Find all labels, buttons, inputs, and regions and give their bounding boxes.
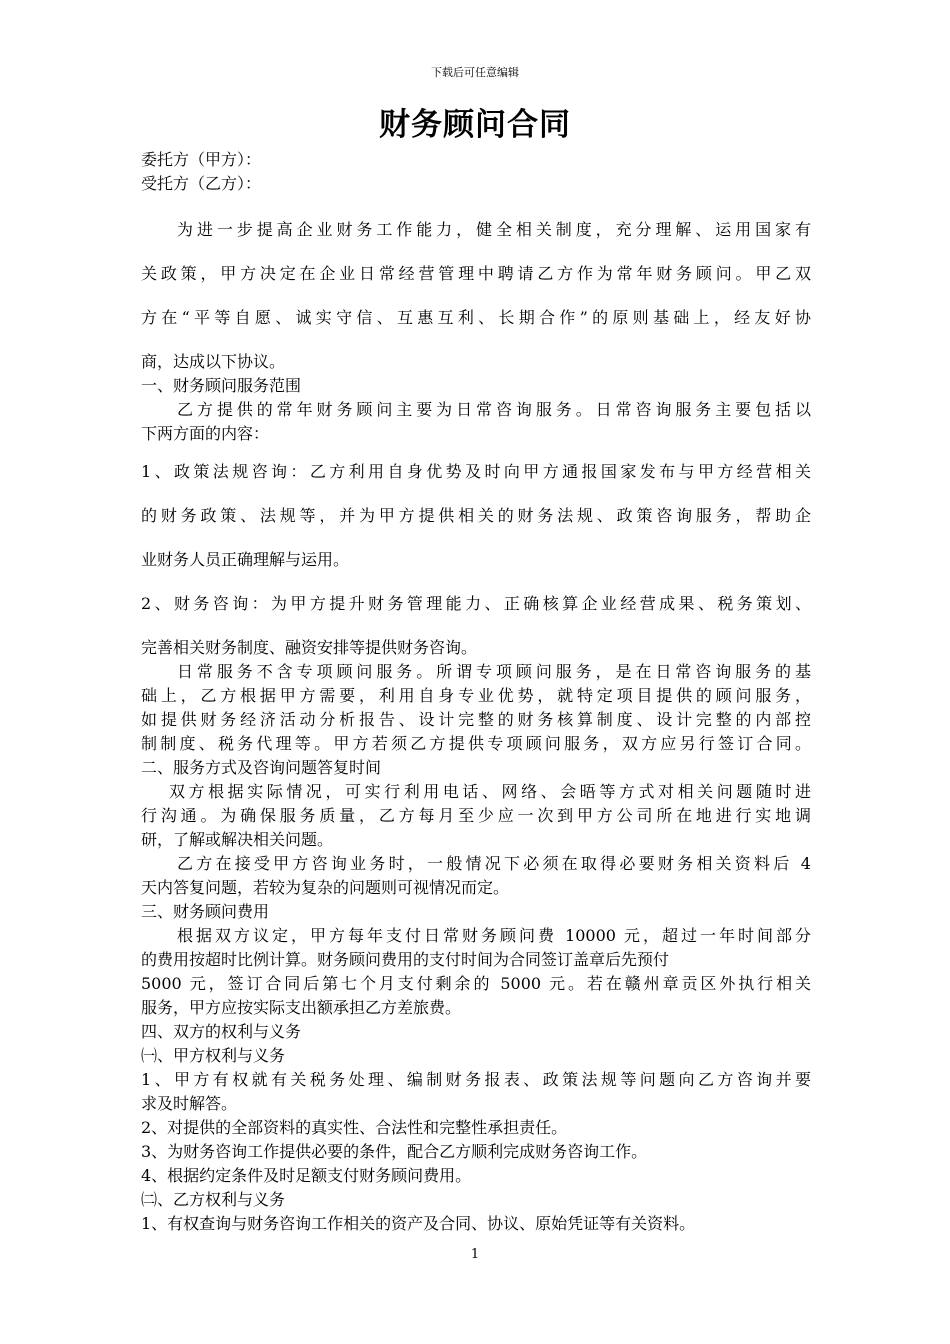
paragraph-line: 乙方提供的常年财务顾问主要为日常咨询服务。日常咨询服务主要包括以 xyxy=(177,400,811,419)
paragraph-line: 行沟通。为确保服务质量，乙方每月至少应一次到甲方公司所在地进行实地调 xyxy=(141,806,811,825)
list-item-line: 完善相关财务制度、融资安排等提供财务咨询。 xyxy=(141,638,478,657)
section-heading: 一、财务顾问服务范围 xyxy=(141,376,302,395)
paragraph-line: 础上，乙方根据甲方需要，利用自身专业优势，就特定项目提供的顾问服务， xyxy=(141,686,811,705)
list-item-line: 2、财务咨询：为甲方提升财务管理能力、正确核算企业经营成果、税务策划、 xyxy=(141,594,811,613)
list-item-line: 1、有权查询与财务咨询工作相关的资产及合同、协议、原始凭证等有关资料。 xyxy=(141,1214,696,1233)
page-number: 1 xyxy=(470,1247,480,1262)
paragraph-line: 双方根据实际情况，可实行利用电话、网络、会晤等方式对相关问题随时进 xyxy=(169,782,811,801)
preamble-line: 关政策，甲方决定在企业日常经营管理中聘请乙方作为常年财务顾问。甲乙双 xyxy=(141,264,811,283)
subsection-heading: ㈡、乙方权利与义务 xyxy=(141,1190,286,1209)
preamble-line: 为进一步提高企业财务工作能力，健全相关制度，充分理解、运用国家有 xyxy=(177,220,811,239)
list-item-line: 4、根据约定条件及时足额支付财务顾问费用。 xyxy=(141,1166,472,1185)
paragraph-line: 日常服务不含专项顾问服务。所谓专项顾问服务，是在日常咨询服务的基 xyxy=(177,662,811,681)
preamble-line: 方在“平等自愿、诚实守信、互惠互利、长期合作”的原则基础上，经友好协 xyxy=(141,308,811,327)
paragraph-line: 如提供财务经济活动分析报告、设计完整的财务核算制度、设计完整的内部控 xyxy=(141,710,811,729)
paragraph-line: 研，了解或解决相关问题。 xyxy=(141,830,334,849)
subsection-heading: ㈠、甲方权利与义务 xyxy=(141,1046,286,1065)
paragraph-line: 根据双方议定，甲方每年支付日常财务顾问费 10000 元，超过一年时间部分 xyxy=(177,926,811,945)
list-item-line: 的财务政策、法规等，并为甲方提供相关的财务法规、政策咨询服务，帮助企 xyxy=(141,506,811,525)
paragraph-line: 天内答复问题，若较为复杂的问题则可视情况而定。 xyxy=(141,878,510,897)
paragraph-line: 制制度、税务代理等。甲方若须乙方提供专项顾问服务，双方应另行签订合同。 xyxy=(141,734,811,753)
section-heading: 三、财务顾问费用 xyxy=(141,902,270,921)
document-title: 财务顾问合同 xyxy=(379,107,571,143)
list-item-line: 业财务人员正确理解与运用。 xyxy=(141,550,350,569)
preamble-line: 商，达成以下协议。 xyxy=(141,352,286,371)
paragraph-line: 5000 元，签订合同后第七个月支付剩余的 5000 元。若在赣州章贡区外执行相关 xyxy=(141,974,811,993)
paragraph-line: 下两方面的内容： xyxy=(141,424,270,443)
paragraph-line: 的费用按超时比例计算。财务顾问费用的支付时间为合同签订盖章后先预付 xyxy=(141,950,670,969)
party-a-line: 委托方（甲方）： xyxy=(141,150,262,169)
paragraph-line: 服务，甲方应按实际支出额承担乙方差旅费。 xyxy=(141,998,462,1017)
section-heading: 二、服务方式及咨询问题答复时间 xyxy=(141,758,382,777)
list-item-line: 3、为财务咨询工作提供必要的条件，配合乙方顺利完成财务咨询工作。 xyxy=(141,1142,648,1161)
paragraph-line: 乙方在接受甲方咨询业务时，一般情况下必须在取得必要财务相关资料后 4 xyxy=(177,854,811,873)
party-b-line: 受托方（乙方）： xyxy=(141,174,262,193)
list-item-line: 求及时解答。 xyxy=(141,1094,238,1113)
document-body xyxy=(141,148,811,1236)
section-heading: 四、双方的权利与义务 xyxy=(141,1022,302,1041)
list-item-line: 1、政策法规咨询：乙方利用自身优势及时向甲方通报国家发布与甲方经营相关 xyxy=(141,462,811,481)
header-note: 下载后可任意编辑 xyxy=(431,66,519,79)
list-item-line: 1、甲方有权就有关税务处理、编制财务报表、政策法规等问题向乙方咨询并要 xyxy=(141,1070,811,1089)
list-item-line: 2、对提供的全部资料的真实性、合法性和完整性承担责任。 xyxy=(141,1118,568,1137)
